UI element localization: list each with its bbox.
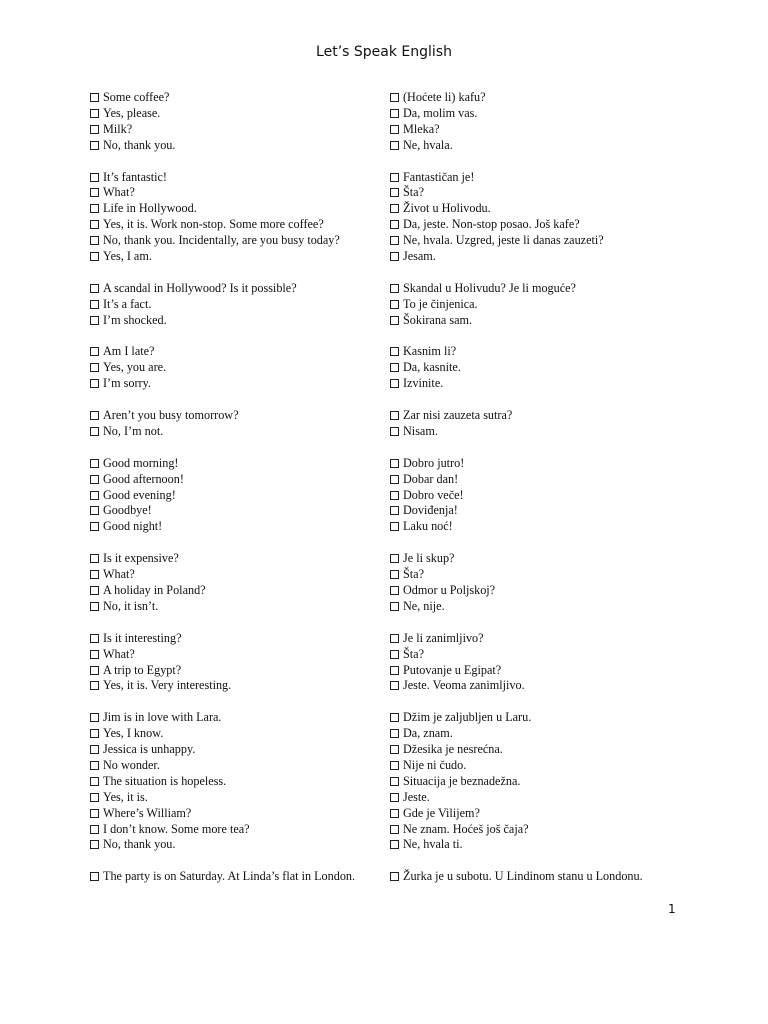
checkbox-icon[interactable] [390,491,399,500]
checkbox-icon[interactable] [390,872,399,881]
english-phrase-line [90,742,385,758]
english-phrase-line [90,503,385,519]
english-phrase-text: Where’s William? [103,805,192,820]
english-phrase-line [90,567,385,583]
english-phrase-text: Jessica is unhappy. [103,742,196,757]
serbian-phrase-text: Situacija je beznadežna. [403,773,521,788]
english-phrase-line [90,313,385,329]
serbian-phrase-line [390,90,670,106]
checkbox-icon[interactable] [90,379,99,388]
serbian-phrase-line [390,647,670,663]
english-phrase-line [90,774,385,790]
english-phrase-line [90,790,385,806]
english-phrase-text: No wonder. [103,757,160,772]
checkbox-icon[interactable] [390,666,399,675]
english-phrase-text: I don’t know. Some more tea? [103,821,250,836]
checkbox-icon[interactable] [390,777,399,786]
checkbox-icon[interactable] [90,491,99,500]
serbian-phrase-line [390,631,670,647]
checkbox-icon[interactable] [390,681,399,690]
english-phrase-text: Aren’t you busy tomorrow? [103,408,239,423]
serbian-phrase-text: Jeste. [403,789,430,804]
checkbox-icon[interactable] [90,522,99,531]
english-phrase-text: The situation is hopeless. [103,773,227,788]
english-phrase-line [90,599,385,615]
checkbox-icon[interactable] [90,777,99,786]
english-phrase-text: Goodbye! [103,503,152,518]
checkbox-icon[interactable] [390,347,399,356]
checkbox-icon[interactable] [390,316,399,325]
serbian-phrase-text: Skandal u Holivudu? Je li moguće? [403,280,576,295]
serbian-phrase-text: Ne, hvala ti. [403,837,463,852]
english-phrase-line [90,551,385,567]
serbian-phrase-group [390,551,670,615]
checkbox-icon[interactable] [90,347,99,356]
serbian-phrase-line [390,122,670,138]
checkbox-icon[interactable] [90,93,99,102]
english-phrase-line [90,726,385,742]
english-phrase-text: No, thank you. [103,837,176,852]
checkbox-icon[interactable] [90,634,99,643]
checkbox-icon[interactable] [390,188,399,197]
english-phrase-line [90,360,385,376]
checkbox-icon[interactable] [390,427,399,436]
checkbox-icon[interactable] [90,506,99,515]
english-phrase-line [90,281,385,297]
checkbox-icon[interactable] [90,284,99,293]
english-phrase-text: Is it interesting? [103,630,182,645]
serbian-phrase-line [390,138,670,154]
checkbox-icon[interactable] [90,713,99,722]
serbian-phrase-line [390,678,670,694]
english-phrase-text: I’m sorry. [103,376,151,391]
serbian-phrase-line [390,488,670,504]
checkbox-icon[interactable] [90,475,99,484]
checkbox-icon[interactable] [390,475,399,484]
serbian-phrase-line [390,503,670,519]
checkbox-icon[interactable] [390,602,399,611]
english-phrase-line [90,822,385,838]
serbian-phrase-text: Dobro veče! [403,487,464,502]
serbian-phrase-text: Džim je zaljubljen u Laru. [403,710,532,725]
english-phrase-line [90,106,385,122]
serbian-phrase-text: Je li zanimljivo? [403,630,484,645]
checkbox-icon[interactable] [90,300,99,309]
checkbox-icon[interactable] [90,173,99,182]
checkbox-icon[interactable] [390,204,399,213]
checkbox-icon[interactable] [390,522,399,531]
serbian-phrase-text: Gde je Vilijem? [403,805,480,820]
english-phrase-line [90,297,385,313]
checkbox-icon[interactable] [390,379,399,388]
english-phrase-text: Is it expensive? [103,551,179,566]
serbian-phrase-line [390,583,670,599]
serbian-phrase-line [390,456,670,472]
checkbox-icon[interactable] [390,252,399,261]
checkbox-icon[interactable] [390,809,399,818]
english-phrase-line [90,408,385,424]
serbian-phrase-text: Jeste. Veoma zanimljivo. [403,678,525,693]
english-phrase-text: Good afternoon! [103,471,184,486]
checkbox-icon[interactable] [390,570,399,579]
english-phrase-group [90,281,385,329]
english-phrase-text: What? [103,646,135,661]
english-phrase-line [90,519,385,535]
checkbox-icon[interactable] [390,825,399,834]
checkbox-icon[interactable] [390,506,399,515]
serbian-phrase-line [390,710,670,726]
checkbox-icon[interactable] [90,681,99,690]
english-phrase-line [90,647,385,663]
checkbox-icon[interactable] [390,93,399,102]
serbian-phrase-text: To je činjenica. [403,296,478,311]
english-phrase-text: Milk? [103,121,133,136]
checkbox-icon[interactable] [90,204,99,213]
serbian-phrase-line [390,249,670,265]
english-column [90,90,385,901]
serbian-phrase-line [390,185,670,201]
serbian-phrase-text: Ne, hvala. [403,137,453,152]
serbian-phrase-text: Nisam. [403,423,438,438]
serbian-phrase-line [390,567,670,583]
serbian-phrase-text: Doviđenja! [403,503,458,518]
checkbox-icon[interactable] [90,761,99,770]
english-phrase-line [90,456,385,472]
english-phrase-line [90,424,385,440]
page-title: Let’s Speak English [316,44,452,60]
english-phrase-group [90,551,385,615]
serbian-phrase-line [390,472,670,488]
checkbox-icon[interactable] [90,666,99,675]
english-phrase-line [90,249,385,265]
checkbox-icon[interactable] [390,363,399,372]
checkbox-icon[interactable] [390,586,399,595]
checkbox-icon[interactable] [90,872,99,881]
serbian-phrase-group [390,170,670,265]
checkbox-icon[interactable] [90,316,99,325]
serbian-phrase-text: (Hoćete li) kafu? [403,90,486,104]
english-phrase-group [90,408,385,440]
serbian-phrase-group [390,408,670,440]
serbian-phrase-text: Laku noć! [403,519,453,534]
english-phrase-text: Life in Hollywood. [103,201,197,216]
english-phrase-text: Am I late? [103,344,155,359]
english-phrase-text: Yes, I am. [103,249,152,264]
serbian-phrase-text: Izvinite. [403,376,444,391]
serbian-phrase-line [390,170,670,186]
english-phrase-text: Good morning! [103,455,179,470]
english-phrase-line [90,583,385,599]
serbian-column [390,90,670,901]
checkbox-icon[interactable] [90,141,99,150]
serbian-phrase-line [390,551,670,567]
english-phrase-line [90,217,385,233]
checkbox-icon[interactable] [90,840,99,849]
english-phrase-line [90,201,385,217]
checkbox-icon[interactable] [90,220,99,229]
checkbox-icon[interactable] [390,761,399,770]
english-phrase-text: No, it isn’t. [103,598,159,613]
serbian-phrase-text: Šta? [403,646,424,661]
checkbox-icon[interactable] [390,745,399,754]
english-phrase-line [90,138,385,154]
checkbox-icon[interactable] [390,109,399,118]
serbian-phrase-text: Dobar dan! [403,471,459,486]
english-phrase-text: No, I’m not. [103,423,164,438]
serbian-phrase-group [390,90,670,154]
english-phrase-line [90,472,385,488]
serbian-phrase-text: Mleka? [403,121,440,136]
serbian-phrase-line [390,281,670,297]
english-phrase-text: Good evening! [103,487,176,502]
checkbox-icon[interactable] [390,173,399,182]
english-phrase-group [90,710,385,853]
english-phrase-text: What? [103,567,135,582]
serbian-phrase-line [390,297,670,313]
english-phrase-text: It’s fantastic! [103,169,167,184]
serbian-phrase-line [390,758,670,774]
checkbox-icon[interactable] [90,411,99,420]
serbian-phrase-group [390,869,670,885]
serbian-phrase-text: Da, molim vas. [403,105,478,120]
serbian-phrase-text: Je li skup? [403,551,455,566]
english-phrase-text: Good night! [103,519,163,534]
serbian-phrase-line [390,201,670,217]
serbian-phrase-group [390,456,670,536]
english-phrase-group [90,170,385,265]
checkbox-icon[interactable] [390,220,399,229]
english-phrase-text: Yes, it is. Very interesting. [103,678,232,693]
checkbox-icon[interactable] [390,459,399,468]
serbian-phrase-text: Putovanje u Egipat? [403,662,502,677]
english-phrase-line [90,122,385,138]
checkbox-icon[interactable] [390,634,399,643]
english-phrase-text: Some coffee? [103,90,170,104]
serbian-phrase-text: Fantastičan je! [403,169,475,184]
serbian-phrase-line [390,726,670,742]
checkbox-icon[interactable] [90,586,99,595]
checkbox-icon[interactable] [90,729,99,738]
english-phrase-text: A holiday in Poland? [103,583,206,597]
serbian-phrase-line [390,424,670,440]
checkbox-icon[interactable] [90,809,99,818]
english-phrase-line [90,710,385,726]
serbian-phrase-text: Jesam. [403,249,436,264]
serbian-phrase-text: Život u Holivodu. [403,201,491,216]
checkbox-icon[interactable] [390,284,399,293]
serbian-phrase-group [390,710,670,853]
serbian-phrase-line [390,233,670,249]
serbian-phrase-line [390,869,670,885]
checkbox-icon[interactable] [90,109,99,118]
english-phrase-text: Yes, please. [103,105,161,120]
checkbox-icon[interactable] [390,650,399,659]
checkbox-icon[interactable] [390,141,399,150]
checkbox-icon[interactable] [390,236,399,245]
serbian-phrase-text: Šta? [403,567,424,582]
english-phrase-text: The party is on Saturday. At Linda’s flat in London. [103,869,356,884]
checkbox-icon[interactable] [390,125,399,134]
serbian-phrase-text: Ne, nije. [403,598,445,613]
english-phrase-line [90,488,385,504]
english-phrase-text: No, thank you. [103,137,176,152]
serbian-phrase-text: Ne, hvala. Uzgred, jeste li danas zauzeti? [403,233,604,248]
english-phrase-group [90,869,385,885]
serbian-phrase-text: Ne znam. Hoćeš još čaja? [403,821,529,836]
serbian-phrase-line [390,774,670,790]
serbian-phrase-line [390,408,670,424]
english-phrase-group [90,344,385,392]
english-phrase-line [90,90,385,106]
serbian-phrase-line [390,806,670,822]
serbian-phrase-text: Šta? [403,185,424,200]
english-phrase-line [90,663,385,679]
english-phrase-line [90,185,385,201]
english-phrase-line [90,631,385,647]
english-phrase-text: Yes, it is. [103,789,148,804]
checkbox-icon[interactable] [90,252,99,261]
english-phrase-text: Jim is in love with Lara. [103,710,222,725]
serbian-phrase-group [390,281,670,329]
serbian-phrase-line [390,519,670,535]
checkbox-icon[interactable] [90,793,99,802]
checkbox-icon[interactable] [90,188,99,197]
checkbox-icon[interactable] [390,554,399,563]
serbian-phrase-line [390,790,670,806]
checkbox-icon[interactable] [90,427,99,436]
checkbox-icon[interactable] [390,411,399,420]
serbian-phrase-text: Da, jeste. Non-stop posao. Još kafe? [403,217,580,232]
serbian-phrase-text: Nije ni čudo. [403,757,467,772]
checkbox-icon[interactable] [90,459,99,468]
serbian-phrase-group [390,344,670,392]
english-phrase-line [90,837,385,853]
serbian-phrase-line [390,106,670,122]
serbian-phrase-text: Zar nisi zauzeta sutra? [403,408,513,423]
english-phrase-text: A trip to Egypt? [103,662,182,677]
serbian-phrase-line [390,217,670,233]
serbian-phrase-text: Džesika je nesrećna. [403,742,503,757]
serbian-phrase-line [390,344,670,360]
english-phrase-text: A scandal in Hollywood? Is it possible? [103,280,297,295]
english-phrase-text: What? [103,185,135,200]
checkbox-icon[interactable] [90,554,99,563]
checkbox-icon[interactable] [90,570,99,579]
checkbox-icon[interactable] [390,713,399,722]
checkbox-icon[interactable] [90,825,99,834]
english-phrase-line [90,344,385,360]
serbian-phrase-text: Da, kasnite. [403,360,461,375]
serbian-phrase-text: Šokirana sam. [403,312,473,327]
english-phrase-group [90,456,385,536]
english-phrase-line [90,869,385,885]
english-phrase-text: It’s a fact. [103,296,152,311]
checkbox-icon[interactable] [390,729,399,738]
checkbox-icon[interactable] [390,300,399,309]
checkbox-icon[interactable] [90,125,99,134]
checkbox-icon[interactable] [90,602,99,611]
english-phrase-line [90,806,385,822]
serbian-phrase-line [390,663,670,679]
english-phrase-line [90,758,385,774]
checkbox-icon[interactable] [90,650,99,659]
checkbox-icon[interactable] [90,745,99,754]
checkbox-icon[interactable] [390,793,399,802]
english-phrase-text: No, thank you. Incidentally, are you busy today? [103,233,340,248]
serbian-phrase-text: Kasnim li? [403,344,457,359]
serbian-phrase-line [390,822,670,838]
english-phrase-line [90,376,385,392]
serbian-phrase-line [390,599,670,615]
english-phrase-group [90,90,385,154]
english-phrase-text: I’m shocked. [103,312,167,327]
english-phrase-line [90,233,385,249]
serbian-phrase-group [390,631,670,695]
checkbox-icon[interactable] [90,363,99,372]
serbian-phrase-line [390,742,670,758]
serbian-phrase-line [390,376,670,392]
english-phrase-line [90,170,385,186]
serbian-phrase-text: Žurka je u subotu. U Lindinom stanu u Londonu. [403,869,643,884]
serbian-phrase-text: Da, znam. [403,726,453,741]
english-phrase-text: Yes, I know. [103,726,164,741]
serbian-phrase-line [390,313,670,329]
serbian-phrase-text: Dobro jutro! [403,455,465,470]
english-phrase-line [90,678,385,694]
english-phrase-text: Yes, you are. [103,360,167,375]
serbian-phrase-line [390,360,670,376]
english-phrase-text: Yes, it is. Work non-stop. Some more coffee? [103,217,324,232]
english-phrase-group [90,631,385,695]
checkbox-icon[interactable] [90,236,99,245]
page-number: 1 [668,902,676,916]
serbian-phrase-text: Odmor u Poljskoj? [403,583,496,597]
serbian-phrase-line [390,837,670,853]
checkbox-icon[interactable] [390,840,399,849]
